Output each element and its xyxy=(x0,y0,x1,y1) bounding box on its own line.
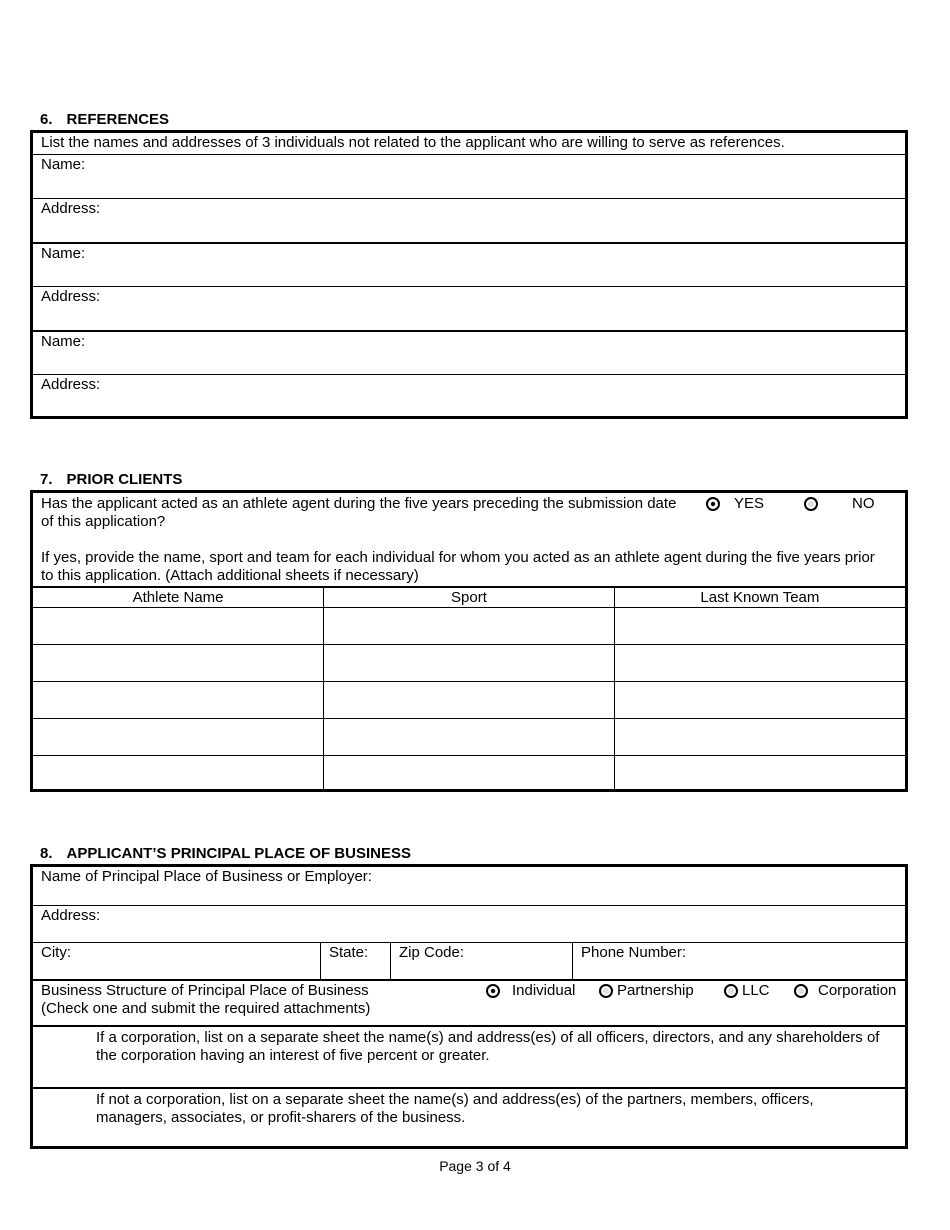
state-label: State: xyxy=(329,944,369,961)
structure-llc-option[interactable] xyxy=(724,982,770,1000)
table-row xyxy=(33,756,905,793)
no-label: NO xyxy=(852,495,875,512)
business-number: 8. xyxy=(40,845,53,862)
reference-3-address-label: Address: xyxy=(41,376,101,393)
business-city-state-row xyxy=(33,942,905,979)
llc-label: LLC xyxy=(742,982,770,999)
structure-label-line1: Business Structure of Principal Place of Business xyxy=(41,982,369,999)
corporation-label: Corporation xyxy=(818,982,897,999)
structure-individual-option[interactable] xyxy=(486,982,575,1000)
table-row xyxy=(33,682,905,719)
prior-clients-yes-option[interactable] xyxy=(706,495,764,513)
reference-1-address-field[interactable] xyxy=(33,198,905,242)
sport-cell[interactable] xyxy=(324,645,615,682)
corporation-note-row xyxy=(33,1025,905,1087)
team-cell[interactable] xyxy=(614,719,905,756)
zip-code-label: Zip Code: xyxy=(399,944,465,961)
prior-clients-title: PRIOR CLIENTS xyxy=(66,471,183,488)
references-heading xyxy=(40,111,169,129)
reference-2-name-label: Name: xyxy=(41,245,86,262)
business-address-field[interactable] xyxy=(33,905,905,942)
partnership-radio-icon[interactable] xyxy=(599,984,613,998)
references-title: REFERENCES xyxy=(66,111,170,128)
phone-number-label: Phone Number: xyxy=(581,944,687,961)
business-name-field[interactable] xyxy=(33,867,905,905)
reference-1-address-label: Address: xyxy=(41,200,101,217)
athlete-name-cell[interactable] xyxy=(33,756,324,793)
athlete-name-cell[interactable] xyxy=(33,719,324,756)
sport-cell[interactable] xyxy=(324,682,615,719)
team-cell[interactable] xyxy=(614,682,905,719)
column-header-athlete-name: Athlete Name xyxy=(33,588,324,608)
sport-cell[interactable] xyxy=(324,719,615,756)
corporation-note: If a corporation, list on a separate sheet the name(s) and address(es) of all officers, directors, and any shareholders of the corporation having an interest of five percent or greater. xyxy=(96,1029,880,1064)
prior-clients-question-row xyxy=(33,493,905,586)
non-corporation-note: If not a corporation, list on a separate sheet the name(s) and address(es) of the partners, members, officers, managers, associates, or profit-sharers of the business. xyxy=(96,1091,814,1126)
athlete-name-cell[interactable] xyxy=(33,645,324,682)
references-number: 6. xyxy=(40,111,53,128)
non-corporation-note-row xyxy=(33,1087,905,1146)
city-label: City: xyxy=(41,944,71,961)
structure-corporation-option[interactable] xyxy=(794,982,896,1000)
yes-label: YES xyxy=(734,495,765,512)
athlete-name-cell[interactable] xyxy=(33,682,324,719)
reference-2-name-field[interactable] xyxy=(33,242,905,286)
llc-radio-icon[interactable] xyxy=(724,984,738,998)
prior-clients-no-option[interactable] xyxy=(804,495,875,513)
table-row xyxy=(33,719,905,756)
business-heading xyxy=(40,845,411,863)
yes-radio-icon[interactable] xyxy=(706,497,720,511)
athlete-name-cell[interactable] xyxy=(33,608,324,645)
individual-label: Individual xyxy=(512,982,576,999)
reference-3-name-label: Name: xyxy=(41,333,86,350)
partnership-label: Partnership xyxy=(617,982,694,999)
team-cell[interactable] xyxy=(614,608,905,645)
business-structure-row xyxy=(33,979,905,1025)
divider xyxy=(572,943,573,979)
column-header-last-known-team: Last Known Team xyxy=(614,588,905,608)
prior-clients-table-wrap xyxy=(33,586,905,792)
team-cell[interactable] xyxy=(614,756,905,793)
prior-clients-question: Has the applicant acted as an athlete agent during the five years preceding the submission date of this application? xyxy=(41,495,677,530)
prior-clients-table xyxy=(33,587,905,792)
page-number: Page 3 of 4 xyxy=(439,1158,511,1174)
sport-cell[interactable] xyxy=(324,756,615,793)
reference-2-address-field[interactable] xyxy=(33,286,905,330)
prior-clients-heading xyxy=(40,471,182,489)
structure-label-line2: (Check one and submit the required attachments) xyxy=(41,1000,371,1017)
references-instruction: List the names and addresses of 3 individuals not related to the applicant who are willing to serve as references. xyxy=(41,134,785,151)
no-radio-icon[interactable] xyxy=(804,497,818,511)
reference-2-address-label: Address: xyxy=(41,288,101,305)
team-cell[interactable] xyxy=(614,645,905,682)
reference-3-name-field[interactable] xyxy=(33,330,905,374)
prior-clients-box xyxy=(30,490,908,792)
references-instruction-row xyxy=(33,133,905,154)
references-box xyxy=(30,130,908,419)
prior-clients-instruction: If yes, provide the name, sport and team for each individual for whom you acted as an athlete agent during the five years prior to this application. (Attach additional sheets if necessary) xyxy=(41,549,875,584)
reference-1-name-field[interactable] xyxy=(33,154,905,198)
table-row xyxy=(33,608,905,645)
table-header-row xyxy=(33,588,905,608)
structure-partnership-option[interactable] xyxy=(599,982,694,1000)
prior-clients-number: 7. xyxy=(40,471,53,488)
sport-cell[interactable] xyxy=(324,608,615,645)
reference-1-name-label: Name: xyxy=(41,156,86,173)
divider xyxy=(390,943,391,979)
business-name-label: Name of Principal Place of Business or Employer: xyxy=(41,868,372,885)
column-header-sport: Sport xyxy=(324,588,615,608)
corporation-radio-icon[interactable] xyxy=(794,984,808,998)
table-row xyxy=(33,645,905,682)
reference-3-address-field[interactable] xyxy=(33,374,905,416)
business-title: APPLICANT’S PRINCIPAL PLACE OF BUSINESS xyxy=(66,845,411,862)
divider xyxy=(320,943,321,979)
individual-radio-icon[interactable] xyxy=(486,984,500,998)
business-box xyxy=(30,864,908,1149)
business-address-label: Address: xyxy=(41,907,101,924)
